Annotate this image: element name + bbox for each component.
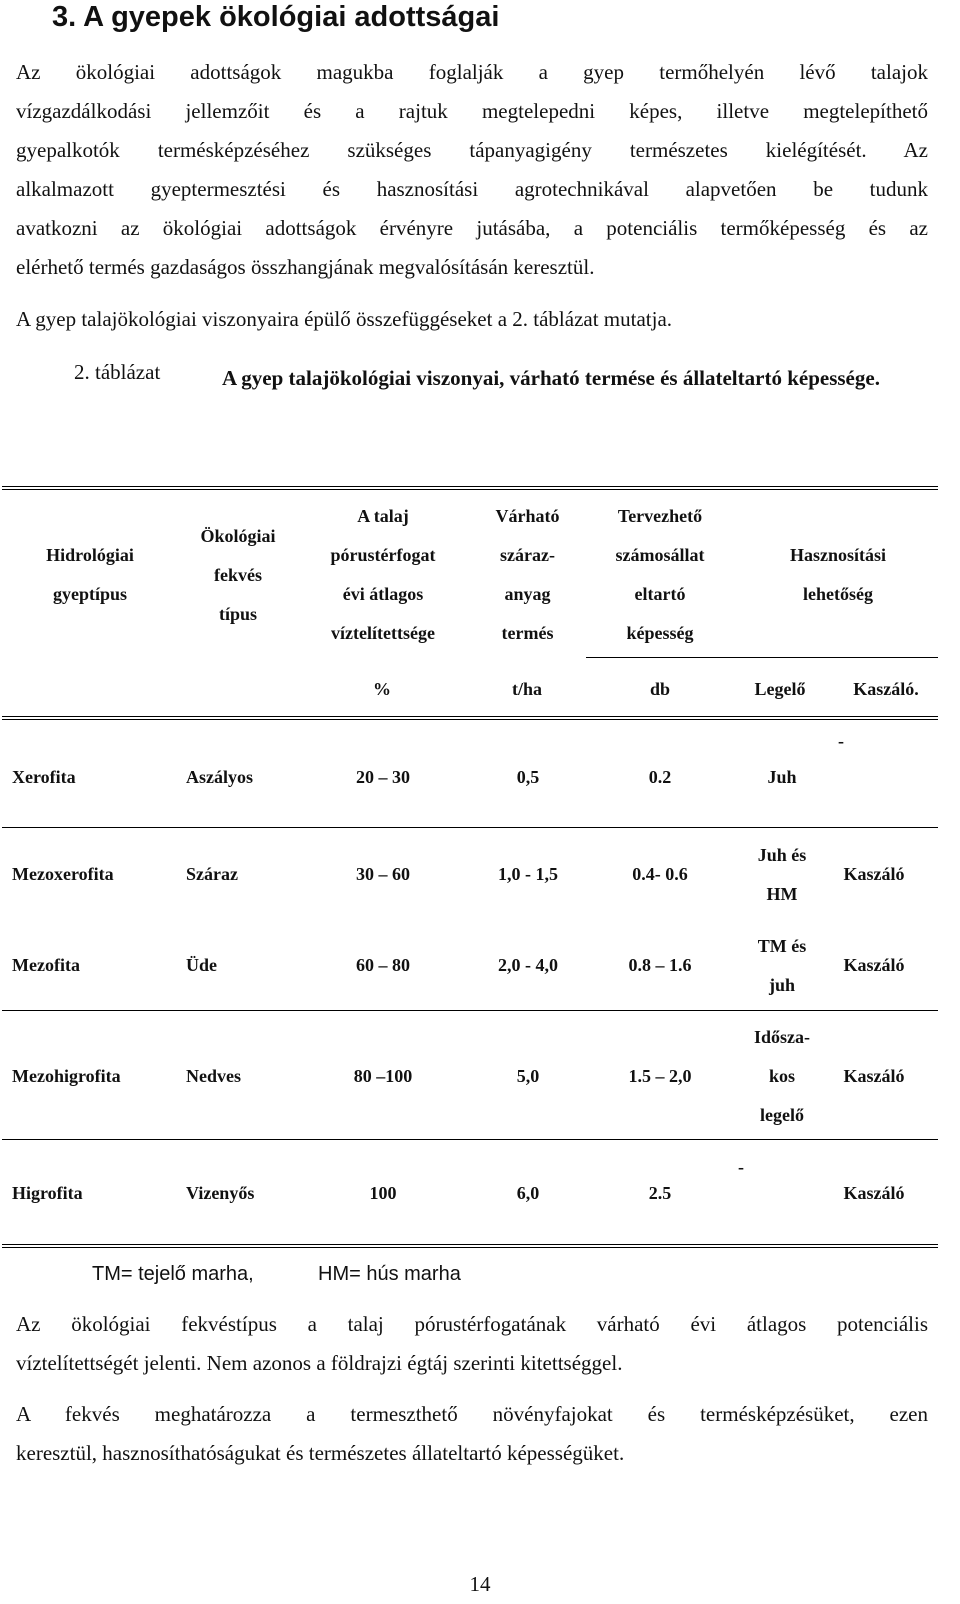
row-mezohigrofita-type: Mezohigrofita bbox=[12, 1066, 121, 1086]
header-bottom-rule bbox=[2, 716, 938, 717]
row-mezoxerofita-kaszalo: Kaszáló bbox=[843, 864, 905, 884]
header-varhato-termes: Várható száraz- anyag termés bbox=[495, 506, 560, 643]
table-caption-number: 2. táblázat bbox=[74, 360, 161, 384]
row-xerofita-capacity: 0.2 bbox=[648, 767, 672, 787]
paragraph-line: Az ökológiai fekvéstípus a talaj pórustérfogatának várható évi átlagos potenciális bbox=[16, 1312, 928, 1336]
header-talaj-porusterfogat: A talaj pórustérfogat évi átlagos víztelítettsége bbox=[330, 506, 436, 643]
intro-line: vízgazdálkodási jellemzőit és a rajtuk megtelepedni képes, illetve megtelepíthető bbox=[16, 99, 928, 123]
row-mezofita-pct: 60 – 80 bbox=[356, 955, 410, 975]
row-xerofita-type: Xerofita bbox=[12, 767, 76, 787]
row-mezohigrofita-pct: 80 –100 bbox=[353, 1066, 413, 1086]
row-mezoxerofita-type: Mezoxerofita bbox=[12, 864, 114, 884]
table-caption-title: A gyep talajökológiai viszonyai, várható termése és állateltartó képessége. bbox=[222, 366, 880, 390]
row-mezofita-capacity: 0.8 – 1.6 bbox=[628, 955, 692, 975]
row-mezoxerofita-yield: 1,0 - 1,5 bbox=[498, 864, 558, 884]
table-reference-text: A gyep talajökológiai viszonyaira épülő összefüggéseket a 2. táblázat mutatja. bbox=[16, 307, 673, 331]
header-tervezheto-szamosallat: Tervezhető számosállat eltartó képesség bbox=[615, 506, 705, 643]
row-mezohigrofita-legelo: Idősza- kos legelő bbox=[753, 1027, 810, 1125]
section-heading: 3. A gyepek ökológiai adottságai bbox=[52, 1, 500, 33]
table-bottom-rule bbox=[2, 1244, 938, 1245]
unit-t-ha: t/ha bbox=[511, 679, 542, 699]
row-mezoxerofita-fekves: Száraz bbox=[186, 864, 238, 884]
row-mezohigrofita-capacity: 1.5 – 2,0 bbox=[628, 1066, 692, 1086]
unit-db: db bbox=[649, 679, 671, 699]
row-mezoxerofita-legelo: Juh és HM bbox=[757, 845, 807, 904]
header-hidrologiai: Hidrológiai gyeptípus bbox=[46, 545, 134, 604]
row-higrofita-capacity: 2.5 bbox=[648, 1183, 672, 1203]
row-higrofita-yield: 6,0 bbox=[516, 1183, 540, 1203]
row-mezoxerofita-capacity: 0.4- 0.6 bbox=[632, 864, 688, 884]
row-xerofita-yield: 0,5 bbox=[516, 767, 540, 787]
row-mezohigrofita-fekves: Nedves bbox=[186, 1066, 241, 1086]
row-mezohigrofita-kaszalo: Kaszáló bbox=[843, 1066, 905, 1086]
header-hasznositasi-lehetoseg: Hasznosítási lehetőség bbox=[789, 545, 886, 604]
row-rule bbox=[2, 1010, 938, 1011]
page-number: 14 bbox=[469, 1572, 491, 1596]
row-rule bbox=[2, 1139, 938, 1140]
row-xerofita-fekves: Aszályos bbox=[186, 767, 253, 787]
row-mezofita-yield: 2,0 - 4,0 bbox=[498, 955, 558, 975]
header-okologiai-fekves: Ökológiai fekvés típus bbox=[200, 526, 276, 624]
intro-line: alkalmazott gyeptermesztési és hasznosítási agrotechnikával alapvetően be tudunk bbox=[16, 177, 928, 201]
intro-line: gyepalkotók termésképzéséhez szükséges tápanyagigény természetes kielégítését. Az bbox=[16, 138, 928, 162]
unit-legelo: Legelő bbox=[754, 679, 806, 699]
row-xerofita-kaszalo: - bbox=[838, 731, 844, 751]
row-mezoxerofita-pct: 30 – 60 bbox=[356, 864, 410, 884]
row-mezofita-kaszalo: Kaszáló bbox=[843, 955, 905, 975]
intro-line: avatkozni az ökológiai adottságok érvényre jutásába, a potenciális termőképesség és az bbox=[16, 216, 928, 240]
row-mezohigrofita-yield: 5,0 bbox=[516, 1066, 540, 1086]
row-higrofita-fekves: Vizenyős bbox=[186, 1183, 255, 1203]
row-mezofita-legelo: TM és juh bbox=[757, 936, 807, 995]
row-mezofita-fekves: Üde bbox=[186, 955, 217, 975]
paragraph-line: keresztül, hasznosíthatóságukat és természetes állateltartó képességüket. bbox=[16, 1441, 625, 1465]
unit-percent: % bbox=[373, 679, 391, 699]
row-higrofita-type: Higrofita bbox=[12, 1183, 83, 1203]
paragraph-line: víztelítettségét jelenti. Nem azonos a földrajzi égtáj szerinti kitettséggel. bbox=[16, 1351, 623, 1375]
intro-line: Az ökológiai adottságok magukba foglalják a gyep termőhelyén lévő talajok bbox=[16, 60, 928, 84]
footnote-hm: HM= hús marha bbox=[318, 1263, 461, 1285]
paragraph-fekves bbox=[16, 1395, 928, 1473]
row-xerofita-pct: 20 – 30 bbox=[356, 767, 410, 787]
row-rule bbox=[2, 827, 938, 828]
paragraph-fekvestipus bbox=[16, 1305, 928, 1383]
intro-line: elérhető termés gazdaságos összhangjának megvalósításán keresztül. bbox=[16, 255, 595, 279]
row-higrofita-kaszalo: Kaszáló bbox=[843, 1183, 905, 1203]
row-higrofita-legelo: - bbox=[738, 1157, 744, 1177]
unit-kaszalo: Kaszáló. bbox=[853, 679, 919, 699]
table-top-rule bbox=[2, 486, 938, 487]
row-mezofita-type: Mezofita bbox=[12, 955, 80, 975]
row-xerofita-legelo: Juh bbox=[767, 767, 797, 787]
header-sub-rule bbox=[586, 657, 938, 658]
paragraph-line: A fekvés meghatározza a termeszthető növényfajokat és termésképzésüket, ezen bbox=[16, 1402, 928, 1426]
row-higrofita-pct: 100 bbox=[369, 1183, 397, 1203]
footnote-tm: TM= tejelő marha, bbox=[92, 1263, 254, 1285]
